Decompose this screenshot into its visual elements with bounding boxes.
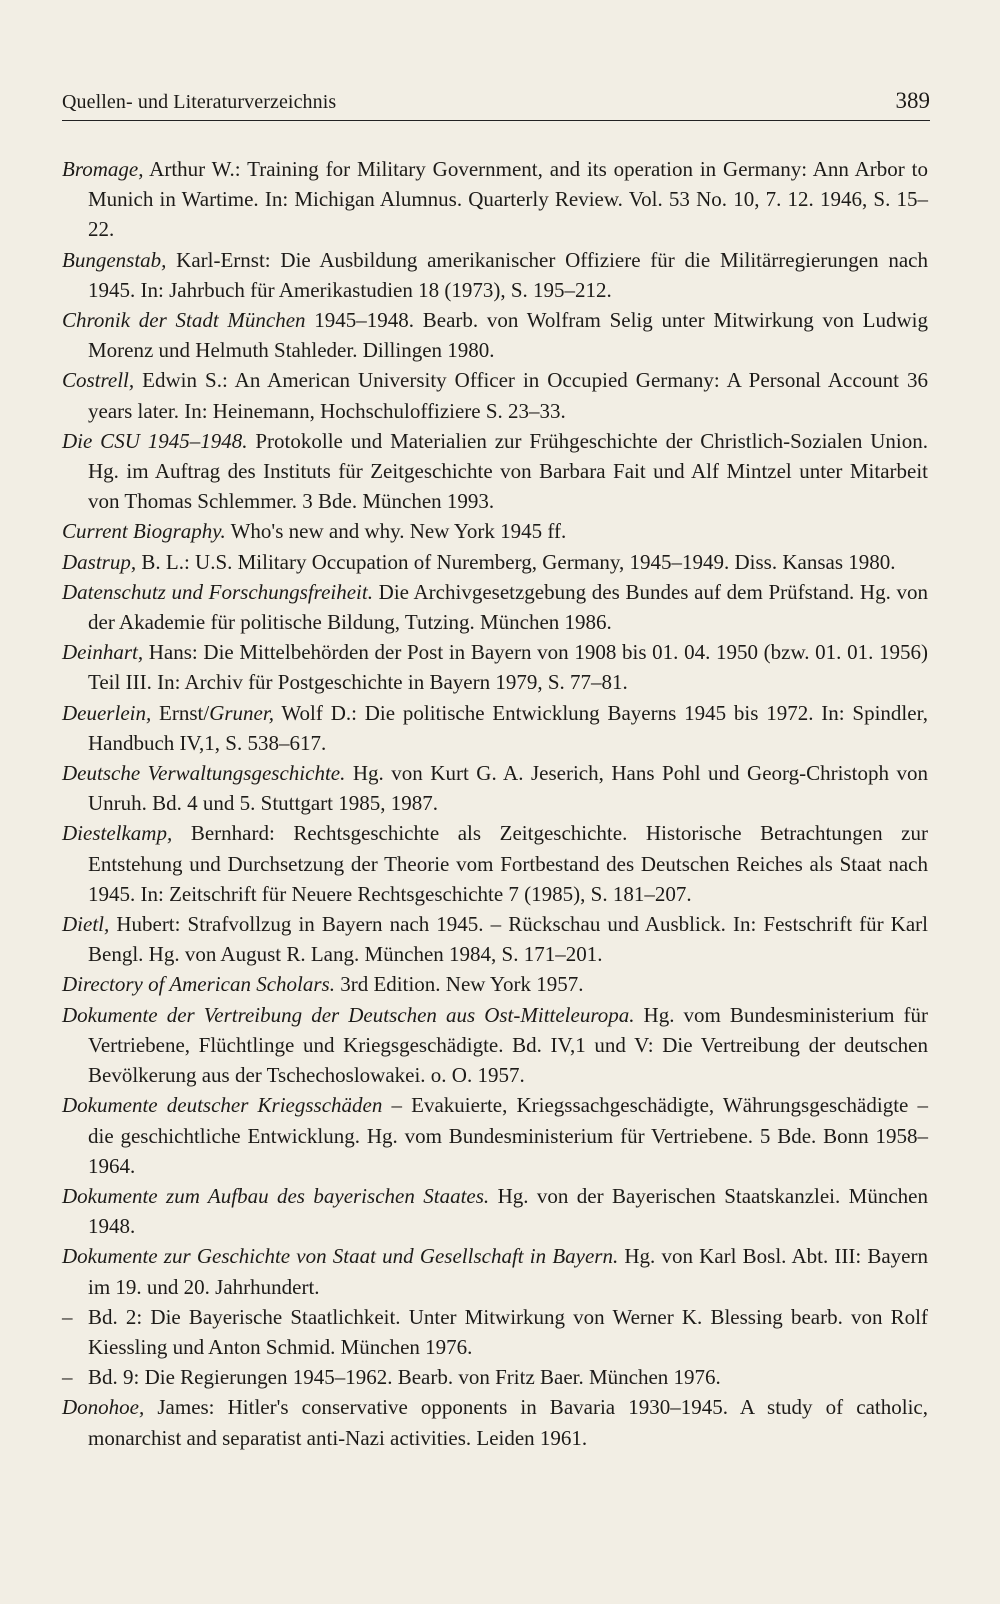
entry-author: Bromage, — [62, 157, 144, 181]
entry-title: Dokumente zur Geschichte von Staat und Gesellschaft in Bayern. — [62, 1244, 619, 1269]
entry-title: Die CSU 1945–1948. — [62, 428, 248, 453]
entry-author: Diestelkamp, — [62, 821, 173, 846]
bibliography-entry — [62, 818, 928, 909]
entry-title: Datenschutz und Forschungsfreiheit. — [62, 579, 373, 604]
entry-text: Edwin S.: An American University Officer in Occupied Germany: A Personal Account 36 years later. In: Heinemann, Hochschuloffiziere S. 23–33. — [88, 368, 928, 423]
entry-author: Dastrup, — [62, 549, 137, 574]
entry-text: B. L.: U.S. Military Occupation of Nuremberg, Germany, 1945–1949. Diss. Kansas 1980. — [136, 549, 896, 574]
entry-text: Hg. vom Bundesministerium für Vertriebene, Flüchtlinge und Kriegsgeschädigte. Bd. IV,1 und V: Die Vertreibung der deutschen Bevölkerung aus der Tschechoslowakei. o. O. 1957. — [88, 1002, 928, 1088]
entry-text: Bd. 2: Die Bayerische Staatlichkeit. Unter Mitwirkung von Werner K. Blessing bearb. von Rolf Kiessling und Anton Schmid. München 1976. — [88, 1304, 928, 1359]
bibliography-entry — [62, 698, 928, 758]
running-title: Quellen- und Literaturverzeichnis — [62, 91, 337, 113]
entry-title: Directory of American Scholars. — [62, 972, 335, 997]
bibliography-entry — [62, 577, 928, 637]
bibliography-entry — [62, 547, 928, 577]
entry-text: Hg. von Kurt G. A. Jeserich, Hans Pohl und Georg-Christoph von Unruh. Bd. 4 und 5. Stuttgart 1985, 1987. — [88, 761, 928, 816]
bibliography-entry — [62, 1181, 928, 1241]
bibliography-entry — [62, 305, 928, 365]
entry-author: Bungenstab, — [62, 247, 167, 272]
bibliography-entry — [62, 1000, 928, 1091]
entry-title: Deutsche Verwaltungsgeschichte. — [62, 761, 346, 786]
entry-text: Bernhard: Rechtsgeschichte als Zeitgeschichte. Historische Betrachtungen zur Entstehung und Durchsetzung der Theorie vom Fortbestand des Deutschen Reiches als Staat nach 1945. In: Zeitschrift für Neuere Rechtsgeschichte 7 (1985), S. 181–207. — [88, 821, 928, 906]
entry-text: Hg. von der Bayerischen Staatskanzlei. München 1948. — [88, 1183, 928, 1239]
bibliography-entry — [62, 426, 928, 517]
entry-text: – Evakuierte, Kriegssachgeschädigte, Währungsgeschädigte – die geschichtliche Entwicklung. Hg. vom Bundesministerium für Vertriebene. 5 Bde. Bonn 1958–1964. — [88, 1093, 928, 1178]
bibliography-entry — [62, 516, 928, 546]
bibliography-entry — [62, 758, 928, 818]
bibliography-list — [62, 154, 928, 1453]
bibliography-subentry — [62, 1302, 928, 1362]
bibliography-subentry — [62, 1362, 928, 1392]
entry-text: Who's new and why. New York 1945 ff. — [225, 519, 567, 544]
entry-coauthor: Gruner, — [209, 700, 274, 725]
entry-text: Ernst/ — [151, 700, 210, 725]
bibliography-entry — [62, 909, 928, 969]
entry-title: Chronik der Stadt München — [62, 308, 306, 333]
page-header — [62, 88, 930, 121]
bibliography-entry — [62, 637, 928, 697]
entry-author: Dietl, — [62, 912, 110, 937]
entry-text: Wolf D.: Die politische Entwicklung Bayerns 1945 bis 1972. In: Spindler, Handbuch IV,1, S. 538–617. — [88, 700, 928, 755]
bibliography-entry — [62, 969, 928, 999]
bibliography-entry — [62, 1241, 928, 1301]
entry-title: Dokumente deutscher Kriegsschäden — [62, 1093, 383, 1118]
entry-text: Bd. 9: Die Regierungen 1945–1962. Bearb. von Fritz Baer. München 1976. — [88, 1365, 721, 1390]
bibliography-entry — [62, 245, 928, 305]
subentry-dash: – — [62, 1365, 73, 1390]
entry-text: Die Archivgesetzgebung des Bundes auf dem Prüfstand. Hg. von der Akademie für politische Bildung, Tutzing. München 1986. — [88, 579, 929, 635]
entry-text: 1945–1948. Bearb. von Wolfram Selig unter Mitwirkung von Ludwig Morenz und Helmuth Stahleder. Dillingen 1980. — [88, 308, 929, 363]
entry-text: 3rd Edition. New York 1957. — [334, 972, 584, 997]
entry-text: Protokolle und Materialien zur Frühgeschichte der Christlich-Sozialen Union. Hg. im Auftrag des Instituts für Zeitgeschichte von Barbara Fait und Alf Mintzel unter Mitarbeit von Thomas Schlemmer. 3 Bde. München 1993. — [88, 428, 929, 514]
entry-author: Donohoe, — [62, 1395, 145, 1420]
entry-author: Deinhart, — [62, 640, 144, 665]
bibliography-entry — [62, 154, 928, 245]
entry-title: Dokumente zum Aufbau des bayerischen Staates. — [62, 1183, 490, 1208]
entry-author: Costrell, — [62, 368, 135, 393]
subentry-dash: – — [62, 1304, 73, 1329]
entry-text: Hg. von Karl Bosl. Abt. III: Bayern im 19. und 20. Jahrhundert. — [88, 1244, 928, 1299]
entry-text: Hans: Die Mittelbehörden der Post in Bayern von 1908 bis 01. 04. 1950 (bzw. 01. 01. 1956) Teil III. In: Archiv für Postgeschichte in Bayern 1979, S. 77–81. — [88, 640, 928, 695]
entry-title: Current Biography. — [62, 519, 226, 544]
entry-author: Deuerlein, — [62, 700, 152, 725]
entry-title: Dokumente der Vertreibung der Deutschen aus Ost-Mitteleuropa. — [62, 1002, 635, 1027]
bibliography-entry — [62, 365, 928, 425]
entry-text: James: Hitler's conservative opponents in Bavaria 1930–1945. A study of catholic, monarchist and separatist anti-Nazi activities. Leiden 1961. — [88, 1395, 928, 1450]
bibliography-entry — [62, 1090, 928, 1181]
entry-text: Hubert: Strafvollzug in Bayern nach 1945. – Rückschau und Ausblick. In: Festschrift für Karl Bengl. Hg. von August R. Lang. München 1984, S. 171–201. — [88, 912, 928, 967]
entry-text: Arthur W.: Training for Military Government, and its operation in Germany: Ann Arbor to Munich in Wartime. In: Michigan Alumnus. Quarterly Review. Vol. 53 No. 10, 7. 12. 1946, S. 15–22. — [88, 157, 928, 242]
page-number: 389 — [895, 88, 930, 113]
entry-text: Karl-Ernst: Die Ausbildung amerikanischer Offiziere für die Militärregierungen nach 1945. In: Jahrbuch für Amerikastudien 18 (1973), S. 195–212. — [88, 247, 928, 302]
bibliography-entry — [62, 1392, 928, 1452]
